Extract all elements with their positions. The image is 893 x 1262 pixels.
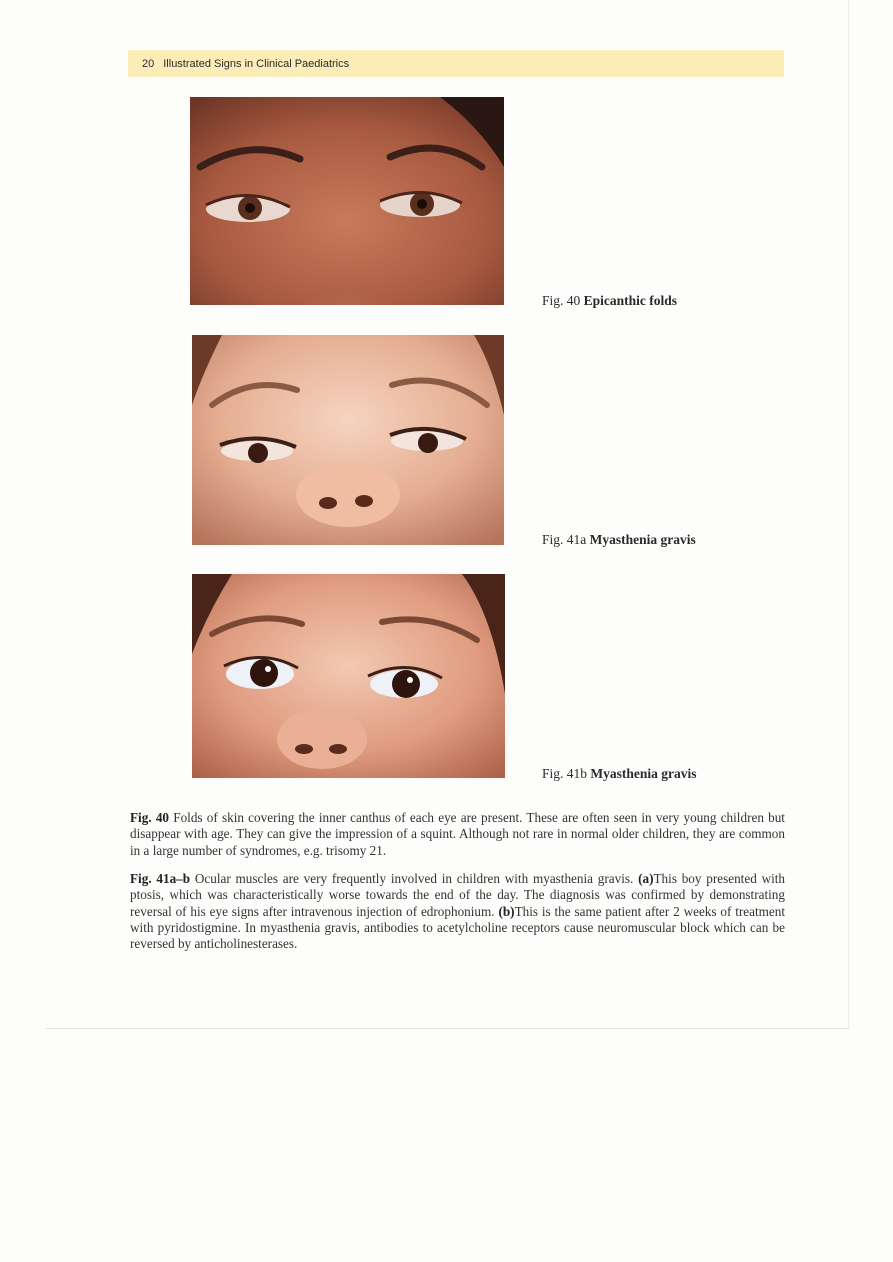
photo-fig-41b: [192, 574, 505, 778]
page-number: 20: [142, 57, 155, 70]
figure-title: Myasthenia gravis: [590, 766, 697, 781]
running-header: [128, 50, 784, 77]
part-marker-b: (b): [498, 903, 515, 919]
caption-ref: Fig. 40: [130, 810, 170, 825]
caption-ref: Fig. 41a–b: [130, 871, 191, 886]
page-edge: [45, 1028, 850, 1029]
photo-fig-41a: [192, 335, 504, 545]
book-title: Illustrated Signs in Clinical Paediatrics: [163, 57, 350, 70]
caption-part-a: This boy presented with ptosis, which was characteristically worse towards the end of the day. The diagnosis was confirmed by demonstrating reversal of his eye signs after intravenous injection of edrophonium.: [130, 871, 786, 919]
caption-text: Folds of skin covering the inner canthus of each eye are present. These are often seen in very young children but disappear with age. They can give the impression of a squint. Although not rare in normal older children, they are common in a large number of syndromes, e.g. trisomy 21.: [130, 810, 785, 858]
figure-title: Myasthenia gravis: [589, 532, 696, 547]
part-marker-a: (a): [638, 871, 654, 886]
figure-number: Fig. 40: [542, 293, 581, 308]
page-edge: [848, 0, 849, 1028]
figure-title: Epicanthic folds: [583, 293, 678, 308]
caption-intro: Ocular muscles are very frequently involved in children with myasthenia gravis.: [194, 871, 634, 886]
figure-label-41b: [542, 766, 697, 782]
figure-number: Fig. 41a: [542, 532, 587, 547]
caption-fig-41: [130, 871, 785, 952]
figure-number: Fig. 41b: [542, 766, 588, 781]
photo-fig-40: [190, 97, 504, 305]
caption-fig-40: [130, 810, 785, 859]
figure-label-40: [542, 293, 677, 309]
caption-part-b: This is the same patient after 2 weeks of treatment with pyridostigmine. In myasthenia gravis, antibodies to acetylcholine receptors cause neuromuscular block which can be reversed by anticholinesterases.: [130, 903, 786, 952]
figure-label-41a: [542, 532, 696, 548]
